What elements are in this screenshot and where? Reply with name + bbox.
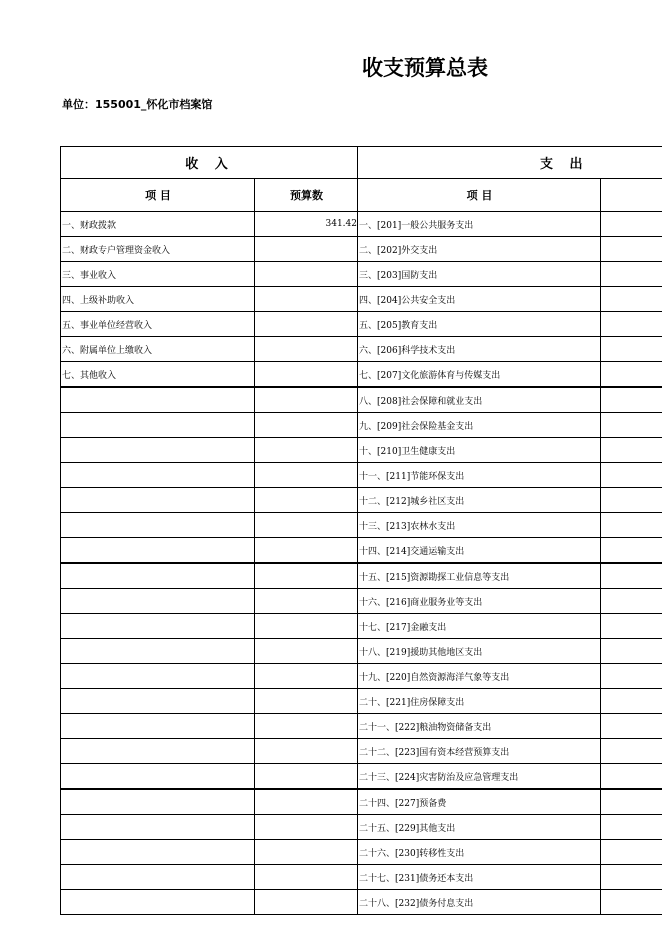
income-item-cell (61, 589, 255, 614)
income-amount-cell: 341.42 (255, 212, 358, 237)
table-row (61, 840, 662, 865)
income-item-cell (61, 764, 255, 790)
table-row (61, 714, 662, 739)
income-item-cell (61, 789, 255, 815)
budget-table (60, 146, 662, 915)
income-amount-cell (255, 438, 358, 463)
income-item-cell: 三、事业收入 (61, 262, 255, 287)
income-item-cell: 六、附属单位上缴收入 (61, 337, 255, 362)
table-row (61, 463, 662, 488)
expense-item-cell: 六、[206]科学技术支出 (358, 337, 601, 362)
expense-amount-cell (601, 237, 662, 262)
expense-item-cell: 二十八、[232]债务付息支出 (358, 890, 601, 915)
income-amount-cell (255, 513, 358, 538)
income-amount-cell (255, 614, 358, 639)
table-row (61, 639, 662, 664)
expense-item-cell: 十三、[213]农林水支出 (358, 513, 601, 538)
expense-amount-cell (601, 714, 662, 739)
expense-amount-cell (601, 488, 662, 513)
income-item-cell (61, 538, 255, 564)
income-item-cell (61, 563, 255, 589)
expense-item-cell: 二十七、[231]债务还本支出 (358, 865, 601, 890)
table-row (61, 614, 662, 639)
expense-item-header: 项 目 (358, 179, 601, 212)
expense-amount-cell (601, 865, 662, 890)
table-row (61, 362, 662, 388)
table-row (61, 237, 662, 262)
income-amount-cell (255, 865, 358, 890)
income-item-cell: 七、其他收入 (61, 362, 255, 388)
table-row (61, 789, 662, 815)
expense-item-cell: 十八、[219]援助其他地区支出 (358, 639, 601, 664)
expense-item-cell: 十、[210]卫生健康支出 (358, 438, 601, 463)
expense-item-cell: 二十一、[222]粮油物资储备支出 (358, 714, 601, 739)
income-item-cell: 五、事业单位经营收入 (61, 312, 255, 337)
expense-amount-cell (601, 287, 662, 312)
income-amount-cell (255, 312, 358, 337)
income-item-cell (61, 714, 255, 739)
expense-item-cell: 四、[204]公共安全支出 (358, 287, 601, 312)
income-item-cell (61, 413, 255, 438)
income-item-cell (61, 387, 255, 413)
expense-header: 支 出 (358, 147, 662, 179)
table-row (61, 664, 662, 689)
expense-amount-cell (601, 689, 662, 714)
income-amount-cell (255, 890, 358, 915)
expense-item-cell: 二十五、[229]其他支出 (358, 815, 601, 840)
expense-amount-cell (601, 764, 662, 790)
income-item-cell (61, 689, 255, 714)
income-item-cell (61, 815, 255, 840)
table-row (61, 212, 662, 237)
table-row (61, 563, 662, 589)
expense-amount-cell (601, 212, 662, 237)
income-amount-cell (255, 664, 358, 689)
income-amount-cell (255, 589, 358, 614)
expense-amount-cell (601, 513, 662, 538)
income-item-cell (61, 639, 255, 664)
table-row (61, 890, 662, 915)
income-amount-cell (255, 840, 358, 865)
income-item-cell: 一、财政拨款 (61, 212, 255, 237)
expense-amount-cell (601, 789, 662, 815)
income-item-cell (61, 865, 255, 890)
expense-item-cell: 二十三、[224]灾害防治及应急管理支出 (358, 764, 601, 790)
expense-budget-header (601, 179, 662, 212)
income-amount-cell (255, 739, 358, 764)
income-amount-cell (255, 714, 358, 739)
expense-item-cell: 十四、[214]交通运输支出 (358, 538, 601, 564)
expense-item-cell: 九、[209]社会保险基金支出 (358, 413, 601, 438)
expense-item-cell: 三、[203]国防支出 (358, 262, 601, 287)
page-title: 收支预算总表 (362, 56, 488, 80)
income-amount-cell (255, 639, 358, 664)
income-item-cell (61, 438, 255, 463)
expense-amount-cell (601, 589, 662, 614)
table-row (61, 589, 662, 614)
expense-amount-cell (601, 413, 662, 438)
income-item-cell (61, 739, 255, 764)
income-item-cell (61, 890, 255, 915)
income-amount-cell (255, 789, 358, 815)
expense-item-cell: 二十二、[223]国有资本经营预算支出 (358, 739, 601, 764)
table-row (61, 438, 662, 463)
expense-amount-cell (601, 563, 662, 589)
table-row (61, 262, 662, 287)
income-item-cell (61, 488, 255, 513)
expense-amount-cell (601, 890, 662, 915)
income-item-cell: 四、上级补助收入 (61, 287, 255, 312)
table-row (61, 413, 662, 438)
expense-amount-cell (601, 312, 662, 337)
income-amount-cell (255, 463, 358, 488)
expense-amount-cell (601, 387, 662, 413)
table-row (61, 387, 662, 413)
expense-amount-cell (601, 639, 662, 664)
expense-amount-cell (601, 815, 662, 840)
expense-item-cell: 八、[208]社会保障和就业支出 (358, 387, 601, 413)
expense-item-cell: 二十、[221]住房保障支出 (358, 689, 601, 714)
income-header: 收 入 (61, 147, 358, 179)
income-item-cell (61, 463, 255, 488)
expense-amount-cell (601, 664, 662, 689)
income-amount-cell (255, 689, 358, 714)
table-row (61, 312, 662, 337)
expense-item-cell: 二十四、[227]预备费 (358, 789, 601, 815)
expense-amount-cell (601, 438, 662, 463)
income-item-cell: 二、财政专户管理资金收入 (61, 237, 255, 262)
income-amount-cell (255, 262, 358, 287)
income-amount-cell (255, 764, 358, 790)
expense-amount-cell (601, 739, 662, 764)
header-row-1 (61, 147, 662, 179)
table-row (61, 337, 662, 362)
income-item-cell (61, 614, 255, 639)
table-row (61, 538, 662, 564)
expense-item-cell: 二十六、[230]转移性支出 (358, 840, 601, 865)
table-row (61, 488, 662, 513)
income-item-cell (61, 664, 255, 689)
income-budget-header: 预算数 (255, 179, 358, 212)
income-item-cell (61, 513, 255, 538)
expense-amount-cell (601, 538, 662, 564)
expense-item-cell: 十七、[217]金融支出 (358, 614, 601, 639)
income-amount-cell (255, 563, 358, 589)
expense-item-cell: 一、[201]一般公共服务支出 (358, 212, 601, 237)
expense-item-cell: 十五、[215]资源勘探工业信息等支出 (358, 563, 601, 589)
expense-item-cell: 七、[207]文化旅游体育与传媒支出 (358, 362, 601, 388)
expense-amount-cell (601, 840, 662, 865)
expense-amount-cell (601, 614, 662, 639)
income-amount-cell (255, 488, 358, 513)
income-amount-cell (255, 538, 358, 564)
unit-label: 单位：155001_怀化市档案馆 (62, 98, 213, 111)
table-row (61, 764, 662, 790)
header-row-2 (61, 179, 662, 212)
expense-amount-cell (601, 362, 662, 388)
income-amount-cell (255, 237, 358, 262)
table-row (61, 865, 662, 890)
expense-amount-cell (601, 262, 662, 287)
expense-item-cell: 十二、[212]城乡社区支出 (358, 488, 601, 513)
income-amount-cell (255, 387, 358, 413)
table-row (61, 689, 662, 714)
income-item-cell (61, 840, 255, 865)
expense-item-cell: 二、[202]外交支出 (358, 237, 601, 262)
table-row (61, 513, 662, 538)
expense-amount-cell (601, 463, 662, 488)
income-amount-cell (255, 337, 358, 362)
income-item-header: 项 目 (61, 179, 255, 212)
expense-item-cell: 十六、[216]商业服务业等支出 (358, 589, 601, 614)
table-row (61, 287, 662, 312)
table-row (61, 815, 662, 840)
expense-item-cell: 十一、[211]节能环保支出 (358, 463, 601, 488)
income-amount-cell (255, 287, 358, 312)
expense-item-cell: 五、[205]教育支出 (358, 312, 601, 337)
table-row (61, 739, 662, 764)
expense-item-cell: 十九、[220]自然资源海洋气象等支出 (358, 664, 601, 689)
income-amount-cell (255, 815, 358, 840)
expense-amount-cell (601, 337, 662, 362)
income-amount-cell (255, 413, 358, 438)
income-amount-cell (255, 362, 358, 388)
